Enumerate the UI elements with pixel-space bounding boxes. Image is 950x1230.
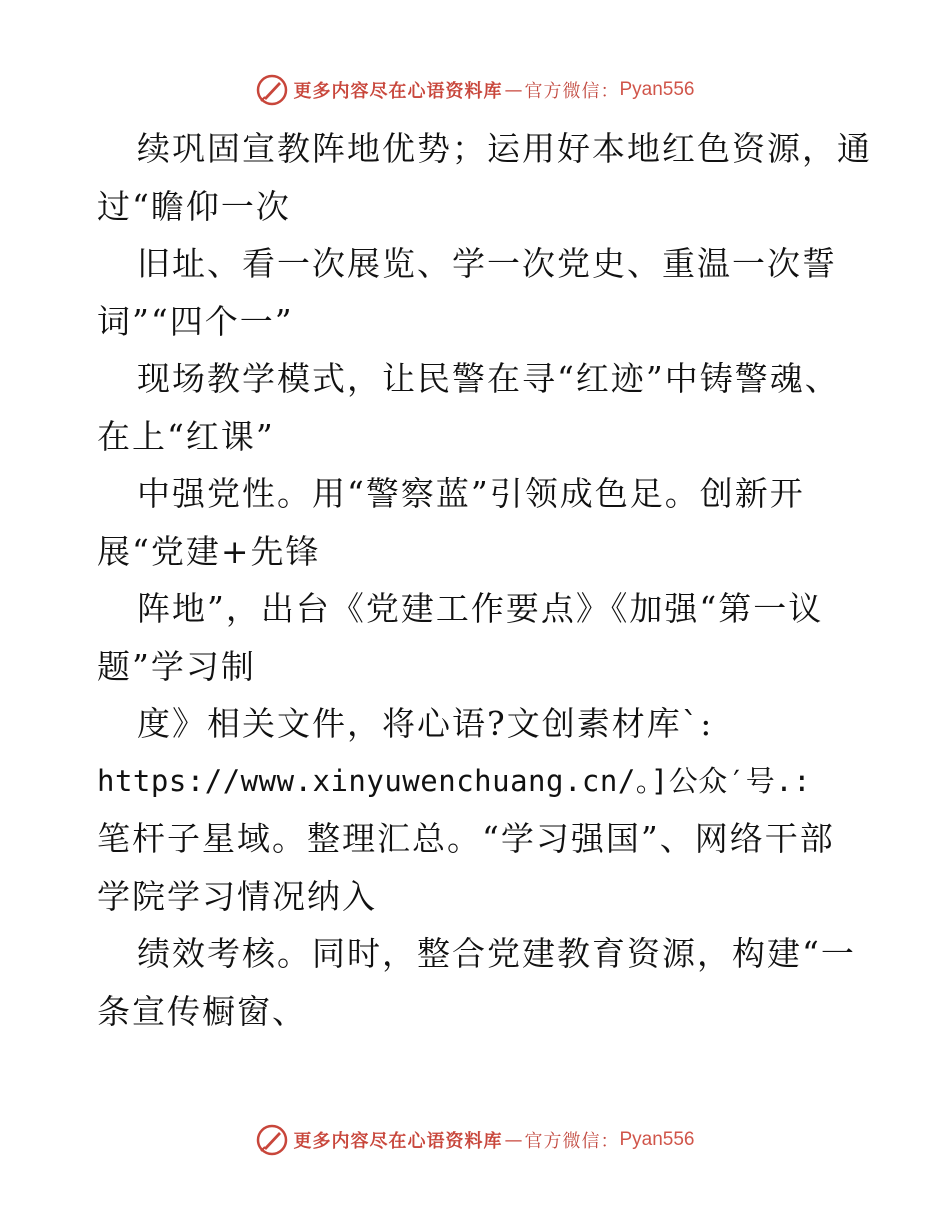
watermark-site-text: 更多内容尽在心语资料库 (293, 81, 503, 102)
body-line: 题”学习制 (97, 646, 256, 686)
watermark-site-text: 更多内容尽在心语资料库 (293, 1131, 503, 1152)
watermark-wechat-label: 官方微信： (524, 1131, 620, 1152)
body-line: 学院学习情况纳入 (97, 876, 377, 916)
body-line: 续巩固宣教阵地优势；运用好本地红色资源，通 (137, 129, 872, 168)
watermark-wechat-id: Pyan556 (619, 1129, 695, 1150)
body-line: 条宣传橱窗、 (97, 991, 307, 1031)
header-watermark (0, 70, 950, 110)
watermark-dash: — (504, 79, 523, 101)
document-body (97, 120, 887, 1040)
body-line: 现场教学模式，让民警在寻“红迹”中铸警魂、 (137, 359, 840, 398)
body-line: 度》相关文件，将心语?文创素材库`: (137, 704, 714, 743)
body-line: 阵地”，出台《党建工作要点》《加强“第一议 (137, 589, 824, 628)
watermark-wechat-id: Pyan556 (619, 79, 695, 100)
quill-logo-icon (255, 1123, 289, 1157)
footer-watermark (0, 1120, 950, 1160)
body-line: 中强党性。用“警察蓝”引领成色足。创新开 (137, 474, 805, 513)
watermark-dash: — (504, 1129, 523, 1151)
body-line: 过“瞻仰一次 (97, 186, 291, 226)
quill-logo-icon (255, 73, 289, 107)
body-line: 旧址、看一次展览、学一次党史、重温一次誓 (137, 244, 837, 283)
body-line-url: https://www.xinyuwenchuang.cn/。]公众′号.: (97, 763, 812, 798)
body-line: 词”“四个一” (97, 301, 294, 341)
body-line: 在上“红课” (97, 416, 275, 456)
watermark-wechat-label: 官方微信： (524, 81, 620, 102)
body-line: 笔杆子星域。整理汇总。“学习强国”、网络干部 (97, 819, 835, 858)
body-line: 绩效考核。同时，整合党建教育资源，构建“一 (137, 934, 856, 973)
body-line: 展“党建+先锋 (97, 531, 321, 571)
